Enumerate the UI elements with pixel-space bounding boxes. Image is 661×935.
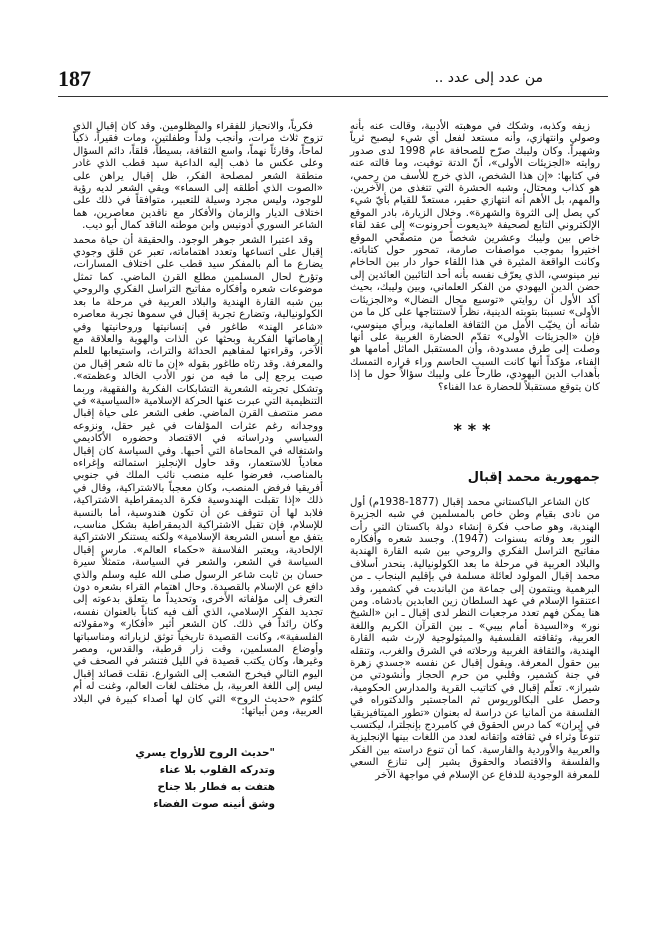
verse-line: "حديث الروح للأرواح يسري xyxy=(135,746,275,759)
body-paragraph: وقد اعتبرا الشعر جوهر الوجود. والحقيقة أن حياة محمد إقبال على اتساعها وتعدد اهتماماته، تعبر عن قلق وجودي يضارع ما ألم بالمفكر سيد قطب على اختلاف المسارات، وتؤرخ لحال المسلمين مطلع القرن الماضي. كما تمثل موضوعات شعره وأفكاره مفاتيح التراسل الفكري والروحي بين شبه القارة الهندية والبلاد العربية في مرحلة ما بعد الكولونيالية، وتضارع تجربة إقبال في سموها تجربة معاصره «شاعر الهند» طاغور في إنسانيتها وروحانيتها وفي إرهاصاتها الفكرية وبحثها عن الذات والهوية والعلاقة مع الآخر، وقراءتها لمفاهيم الحداثة والتراث، واستيعابها للعلم والمعرفة. وقد رثاه طاغور بقوله «إن ما تاله شعر إقبال من صيت يرجع إلى ما فيه من نور الأدب الخالد وعظمته». وتشكل تجربته الشعرية التشابكات الفكرية والفقهية، وربما التنظيمية التي عبرت عنها الحركة الإسلامية «السياسية» في مصر منتصف القرن الماضي. طغى الشعر على حياة إقبال ووجدانه رغم عثرات المؤلفات في غير حقل، ونزوعه السياسي ودراساته في الاقتصاد وحضوره الأكاديمي واشتغاله في المحاماة التي أحبها. وفي السياسة كان إقبال معادياً للاستعمار، وقد حاول الإنجليز استمالته وإغراءه بالمناصب، فعرضوا عليه منصب نائب الملك في جنوبي أفريقيا فرفض المنصب، وكان معجباً بالاشتراكية، وقال في ذلك «إذا تقبلت الهندوسية فكرة الديمقراطية الاشتراكية، فلابد لها أن تتوقف عن أن تكون هندوسية، أما بالنسبة للإسلام، فإن تقبل الاشتراكية الديمقراطية بشكل مناسب، يتفق مع أسس الشريعة الإسلامية» ولكنه يستنكر الاشتراكية الإلحادية، ويعتبر الفلاسفة «حكماء العالم». مارس إقبال السياسة في الشعر، والشعر في السياسة، متمثلاً سيرة حسان بن ثابت شاعر الرسول صلى الله عليه وسلم والذي دافع عن الإسلام بالقصيدة. وحال اهتمام القراء بشعره دون التعرف إلى مؤلفاته الأخرى، وتحديداً ما يتعلق بدعوته إلى تجديد الفكر الإسلامي، الذي ألف فيه كتاباً بالعنوان نفسه، وكان رائداً في ذلك. كان الشعر أثير «أفكار» و«مقولاته الفلسفية»، وكانت القصيدة تاريخياً توثق لزياراته ومناسباتها وأوضاع المسلمين، وقت زار قرطبة، والقدس، ومصر وغيرها، وكان يكتب قصيدة في الليل فتنشر في الصحف في اليوم التالي فيخرج الشعب إلى الشوارع. نقلت قصائد إقبال ليس إلى اللغة العربية، بل مختلف لغات العالم، وغنت له أم كلثوم «حديث الروح» التي كان لها أصداء كبيرة في البلاد العربية، ومن أبياتها: xyxy=(73,234,323,718)
body-paragraph: كان الشاعر الباكستاني محمد إقبال (1877-1938م) أول من نادى بقيام وطن خاص بالمسلمين في شبه الجزيرة الهندية، وهو صاحب فكرة إنشاء دولة باكستان التي رأت النور بعد وفاته بسنوات (1947). وجسد شعره وأفكاره مفاتيح التراسل الفكري والروحي بين شبه القارة الهندية والبلاد العربية في مرحلة ما بعد الكولونيالية. ينحدر أسلاف محمد إقبال المولود لعائلة مسلمة في بإقليم البنجاب ـ من البرهمية وينتمون إلى جماعة من الباندبت في كشمير، وقد اعتنقوا الإسلام في عهد السلطان زين العابدين بادشاه. ومن هنا يمكن فهم تعدد مرجعيات النظر لدى إقبال ـ ابن «الشيخ نور» و«السيدة أمام بيبي» ـ بين القرآن الكريم واللغة العربية، وثقافته الفلسفية والميثولوجية لإرث شبه القارة الهندية، والثقافة الغربية ورحلاته في الشرق والغرب، وتنقله بين حقول المعرفة. ويقول إقبال عن نفسه «جسدي زهرة في جنة كشمير، وقلبي من حرم الحجاز وأنشودتي من شيراز». تعلّم إقبال في كتاتيب القرية والمدارس الحكومية، وحصل على البكالوريوس ثم الماجستير والدكتوراه في الفلسفة من ألمانيا عن دراسة له بعنوان «تطور الميتافيزيقيا في إيران» كما درس الحقوق في كامبردج بإنجلترا، ليكتسب تنوعاً وثراء في ثقافته وإتقانه لعدد من اللغات بينها الإنجليزية والعربية والأوردية والفارسية. كما أن تنوع دراسته بين الفكر والفلسفة والاقتصاد والحقوق يشير إلى تنازع السعي للمعرفة الوجودية للدفاع عن الإسلام في مواجهة الآخر xyxy=(350,496,600,781)
left-column xyxy=(73,121,323,813)
poem-verse xyxy=(73,745,275,813)
body-paragraph: فكرياً، والانحياز للفقراء والمظلومين. وقد كان إقبال الذي تزوج ثلاث مرات، وأنجب ولداً وطفلتين، ومات فقيراً، ذكياً لماحاً، وقارئاً نهماً، واسع الثقافة، بسيطاً، قلقاً، دائم السؤال وعلى عكس ما ذهب إليه الداعية سيد قطب الذي غادر منطقة الشعر لمصلحة الفكر، ظل إقبال يراهن على «الصوت الذي أطلقه إلى السماء» ويقي الشعر لديه رؤية للوجود، وليس مجرد وسيلة للتعبير، متوافقاً في ذلك على اختلاف الديار والزمان والأفكار مع ناقدين معاصرين، هما الشاعر السوري أدونيس وابن موطنه الناقد كمال أبو ديب. xyxy=(73,121,323,232)
verse-line: هتفت به فطار بلا جناح xyxy=(157,780,275,793)
section-separator: *** xyxy=(453,419,497,439)
header-divider xyxy=(58,96,608,97)
body-paragraph: زيفه وكذبه، وشكك في موهبته الأدبية، وقالت عنه بأنه وصولي وانتهازي، وأنه مستعد لفعل أي شيء ليصبح ثرياً وشهيراً. وكان وليبك صرّح للصحافة عام 1998 لدى صدور روايته «الجزيئات الأولى»، أنّ الدتة توفيت، وما قالته عنه في كتابها: «إن هذا الشخص، الذي خرج للأسف من رحمي، هو كذاب ومحتال، وشبه الحشرة التي تتغذى من الآخرين. والمهم، بل الأهم أنه انتهازي حقير، مستعدّ للقيام بأيّ شيء كي يصل إلى الثروة والشهرة». وخلال الزيارة، بادر الموقع الإلكتروني التابع لصحيفة «يديعوت أحرونوت» إلى عقد لقاء خاص بين وليبك وعشرين شخصاً من متصفّحي الموقع اختيروا بموجب مواصفات صارمة، تمحور حول كتاباته. وكانت الواقعة المثيرة في هذا اللقاء حوار دار بين الحاخام نير مينوسي، الذي يعرّف نفسه بأنه أحد التائبين العائدين إلى حضن الدين اليهودي من الفكر العلماني، وبين وليبك، بحيث أكد الأول أن روايتي «توسيع مجال النضال» و«الجزيئات الأولى» تسببتا بتوبته الدينية، نظراً لاستنتاجها على كل ما من شأنه أن يخيّب الأمل من الثقافة العلمانية، وبرأي مينوسي، فإن «الجزيئات الأولى» تقدّم الحضارة الغربية على أنها وصلت إلى طرق مسدودة، وأن المستقبل الماثل أمامها هو الفناء، مؤكداً أنها كانت السبب الحاسم وراء قراره التمسك بأهداب الدين اليهودي، طارحاً على وليبك سؤالاً حول ما إذا كان يتوقع مستقبلاً للحضارة عدا الفناء؟ xyxy=(350,121,600,393)
verse-line: وشق أنينه صوت الفضاء xyxy=(153,797,275,810)
section-title: جمهورية محمد إقبال xyxy=(467,470,600,486)
right-column xyxy=(350,121,600,784)
page-number: 187 xyxy=(58,66,91,91)
running-title: من عدد إلى عدد .. xyxy=(434,70,543,86)
verse-line: وتدركه القلوب بلا عناء xyxy=(159,763,275,776)
